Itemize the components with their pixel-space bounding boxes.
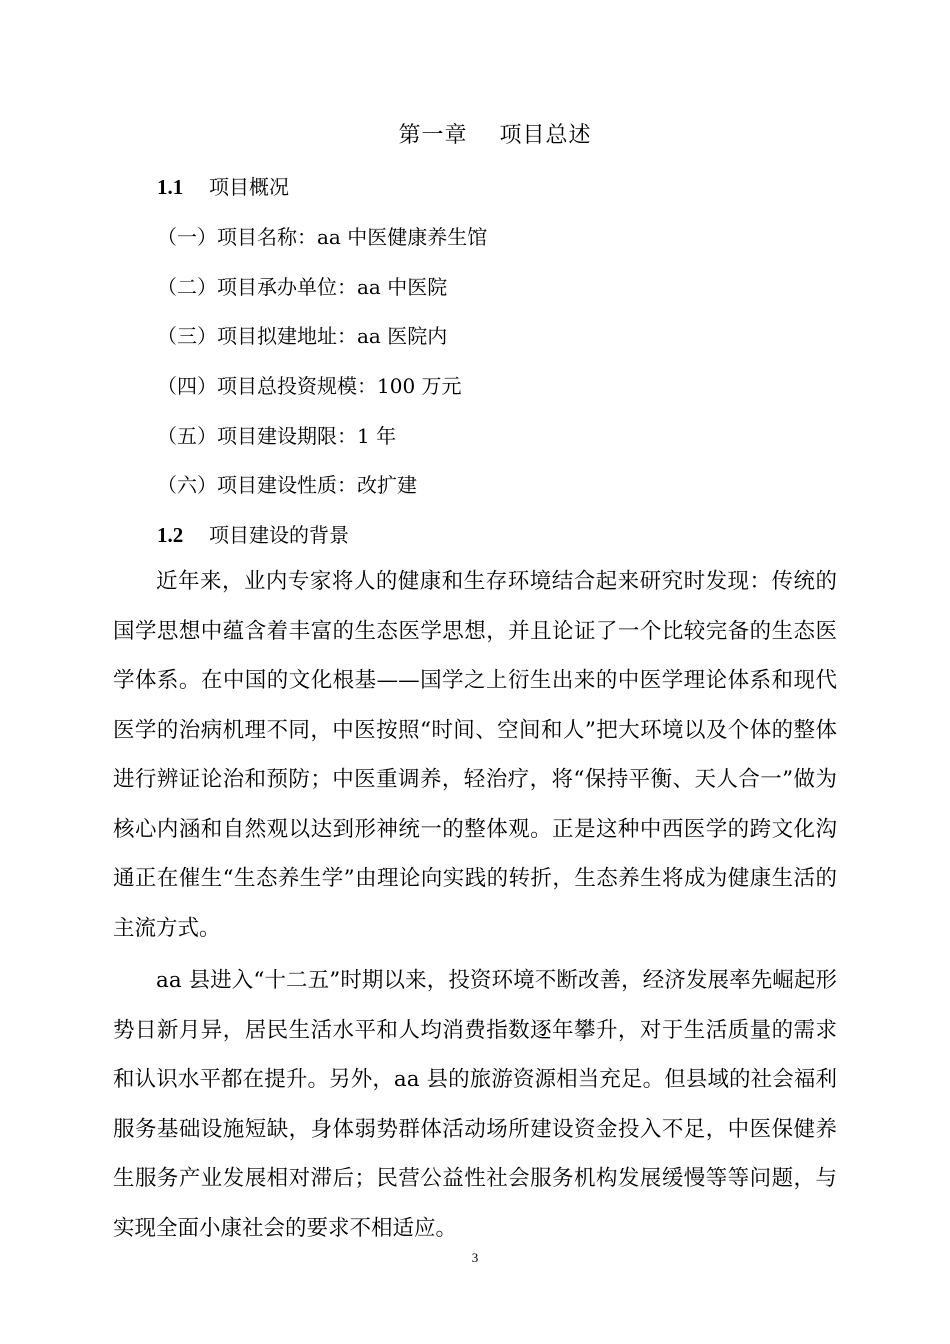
overview-item-name: （一）项目名称：aa 中医健康养生馆 — [157, 225, 488, 249]
body-paragraph-local-situation: aa 县进入“十二五”时期以来，投资环境不断改善，经济发展率先崛起形势日新月异，居民生活水平和人均消费指数逐年攀升，对于生活质量的需求和认识水平都在提升。另外，aa 县的旅游资源相当充足。但县域的社会福利服务基础设施短缺，身体弱势群体活动场所建设资金投入不足，中医保健养生服务产业发展相对滞后；民营公益性社会服务机构发展缓慢等等问题，与实现全面小康社会的要求不相适应。 — [113, 968, 837, 1241]
overview-item-nature: （六）项目建设性质：改扩建 — [157, 473, 417, 497]
overview-item-address: （三）项目拟建地址：aa 医院内 — [157, 324, 448, 348]
section-title: 项目概况 — [209, 175, 289, 199]
body-paragraph-background: 近年来，业内专家将人的健康和生存环境结合起来研究时发现：传统的国学思想中蕴含着丰富的生态医学思想，并且论证了一个比较完备的生态医学体系。在中国的文化根基——国学之上衍生出来的中医学理论体系和现代医学的治病机理不同，中医按照“时间、空间和人”把大环境以及个体的整体进行辨证论治和预防；中医重调养，轻治疗，将“保持平衡、天人合一”做为核心内涵和自然观以达到形神统一的整体观。正是这种中西医学的跨文化沟通正在催生“生态养生学”由理论向实践的转折，生态养生将成为健康生活的主流方式。 — [113, 569, 837, 941]
overview-item-organizer: （二）项目承办单位：aa 中医院 — [157, 275, 448, 299]
overview-item-period: （五）项目建设期限：1 年 — [157, 424, 397, 448]
section-number: 1.1 — [157, 175, 184, 199]
section-number: 1.2 — [157, 523, 184, 547]
section-heading-1-2 — [157, 519, 349, 548]
section-title: 项目建设的背景 — [209, 523, 349, 547]
overview-item-investment: （四）项目总投资规模：100 万元 — [157, 374, 462, 398]
page-number: 3 — [471, 1250, 479, 1265]
section-heading-1-1 — [157, 171, 289, 200]
chapter-title: 第一章 项目总述 — [398, 123, 592, 148]
